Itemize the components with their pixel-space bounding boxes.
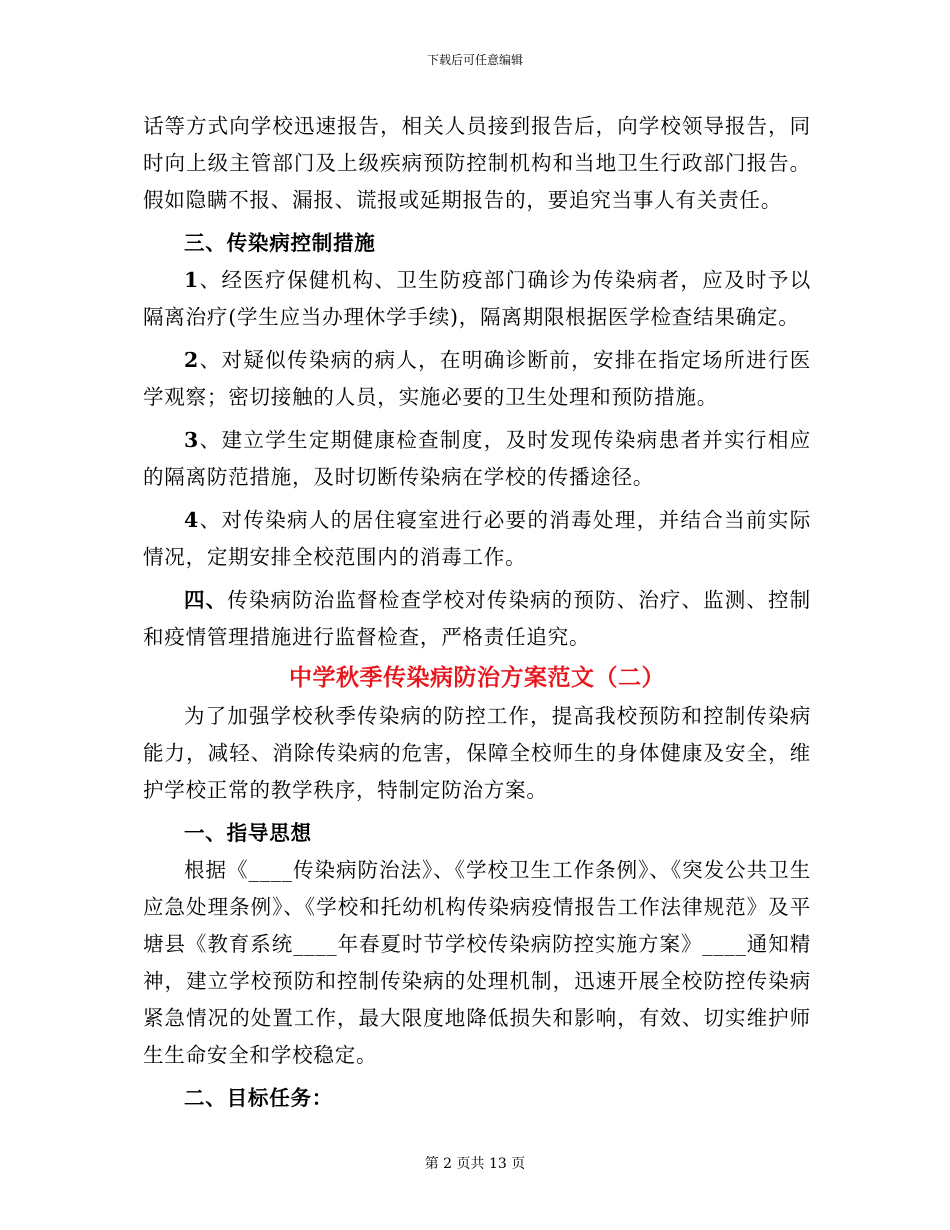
guiding-thought-paragraph: 根据《____传染病防治法》、《学校卫生工作条例》、《突发公共卫生应急处理条例》、《学校和托幼机构传染病疫情报告工作法律规范》及平塘县《教育系统____年春夏时节学校传染病防控实施方案》____通知精神，建立学校预防和控制传染病的处理机制，迅速开展全校防控传染病紧急情况的处置工作，最大限度地降低损失和影响，有效、切实维护师生生命安全和学校稳定。	[143, 858, 811, 1067]
target-tasks-heading: 二、目标任务：	[184, 1086, 334, 1110]
page-header: 下载后可任意编辑	[426, 53, 523, 67]
section-3-heading: 三、传染病控制措施	[184, 231, 376, 255]
measure-item-4	[143, 502, 811, 576]
section-4-lead: 四、	[184, 588, 228, 612]
item-text: 、对传染病人的居住寝室进行必要的消毒处理，并结合当前实际情况，定期安排全校范围内的消毒工作。	[143, 508, 811, 569]
measure-item-1	[143, 262, 811, 336]
item-number: 2	[184, 348, 200, 372]
document-2-intro: 为了加强学校秋季传染病的防控工作，提高我校预防和控制传染病能力，减轻、消除传染病的危害，保障全校师生的身体健康及安全，维护学校正常的教学秩序，特制定防治方案。	[143, 704, 811, 802]
item-text: 、经医疗保健机构、卫生防疫部门确诊为传染病者，应及时予以隔离治疗(学生应当办理休学手续)，隔离期限根据医学检查结果确定。	[143, 268, 811, 329]
item-text: 、对疑似传染病的病人，在明确诊断前，安排在指定场所进行医学观察；密切接触的人员，实施必要的卫生处理和预防措施。	[143, 348, 811, 409]
item-number: 3	[184, 428, 200, 452]
section-4-text: 传染病防治监督检查学校对传染病的预防、治疗、监测、控制和疫情管理措施进行监督检查，严格责任追究。	[143, 588, 811, 649]
item-text: 、建立学生定期健康检查制度，及时发现传染病患者并实行相应的隔离防范措施，及时切断传染病在学校的传播途径。	[143, 428, 811, 489]
measure-item-3	[143, 422, 811, 496]
section-4-paragraph	[143, 582, 811, 656]
page-footer: 第 2 页共 13 页	[424, 1156, 526, 1172]
intro-paragraph: 话等方式向学校迅速报告，相关人员接到报告后，向学校领导报告，同时向上级主管部门及上级疾病预防控制机构和当地卫生行政部门报告。假如隐瞒不报、漏报、谎报或延期报告的，要追究当事人有关责任。	[143, 114, 811, 212]
measure-item-2	[143, 342, 811, 416]
item-number: 4	[184, 508, 200, 532]
document-2-title: 中学秋季传染病防治方案范文（二）	[289, 664, 665, 691]
guiding-thought-heading: 一、指导思想	[184, 821, 312, 845]
item-number: 1	[184, 268, 200, 292]
document-body	[143, 108, 811, 1117]
